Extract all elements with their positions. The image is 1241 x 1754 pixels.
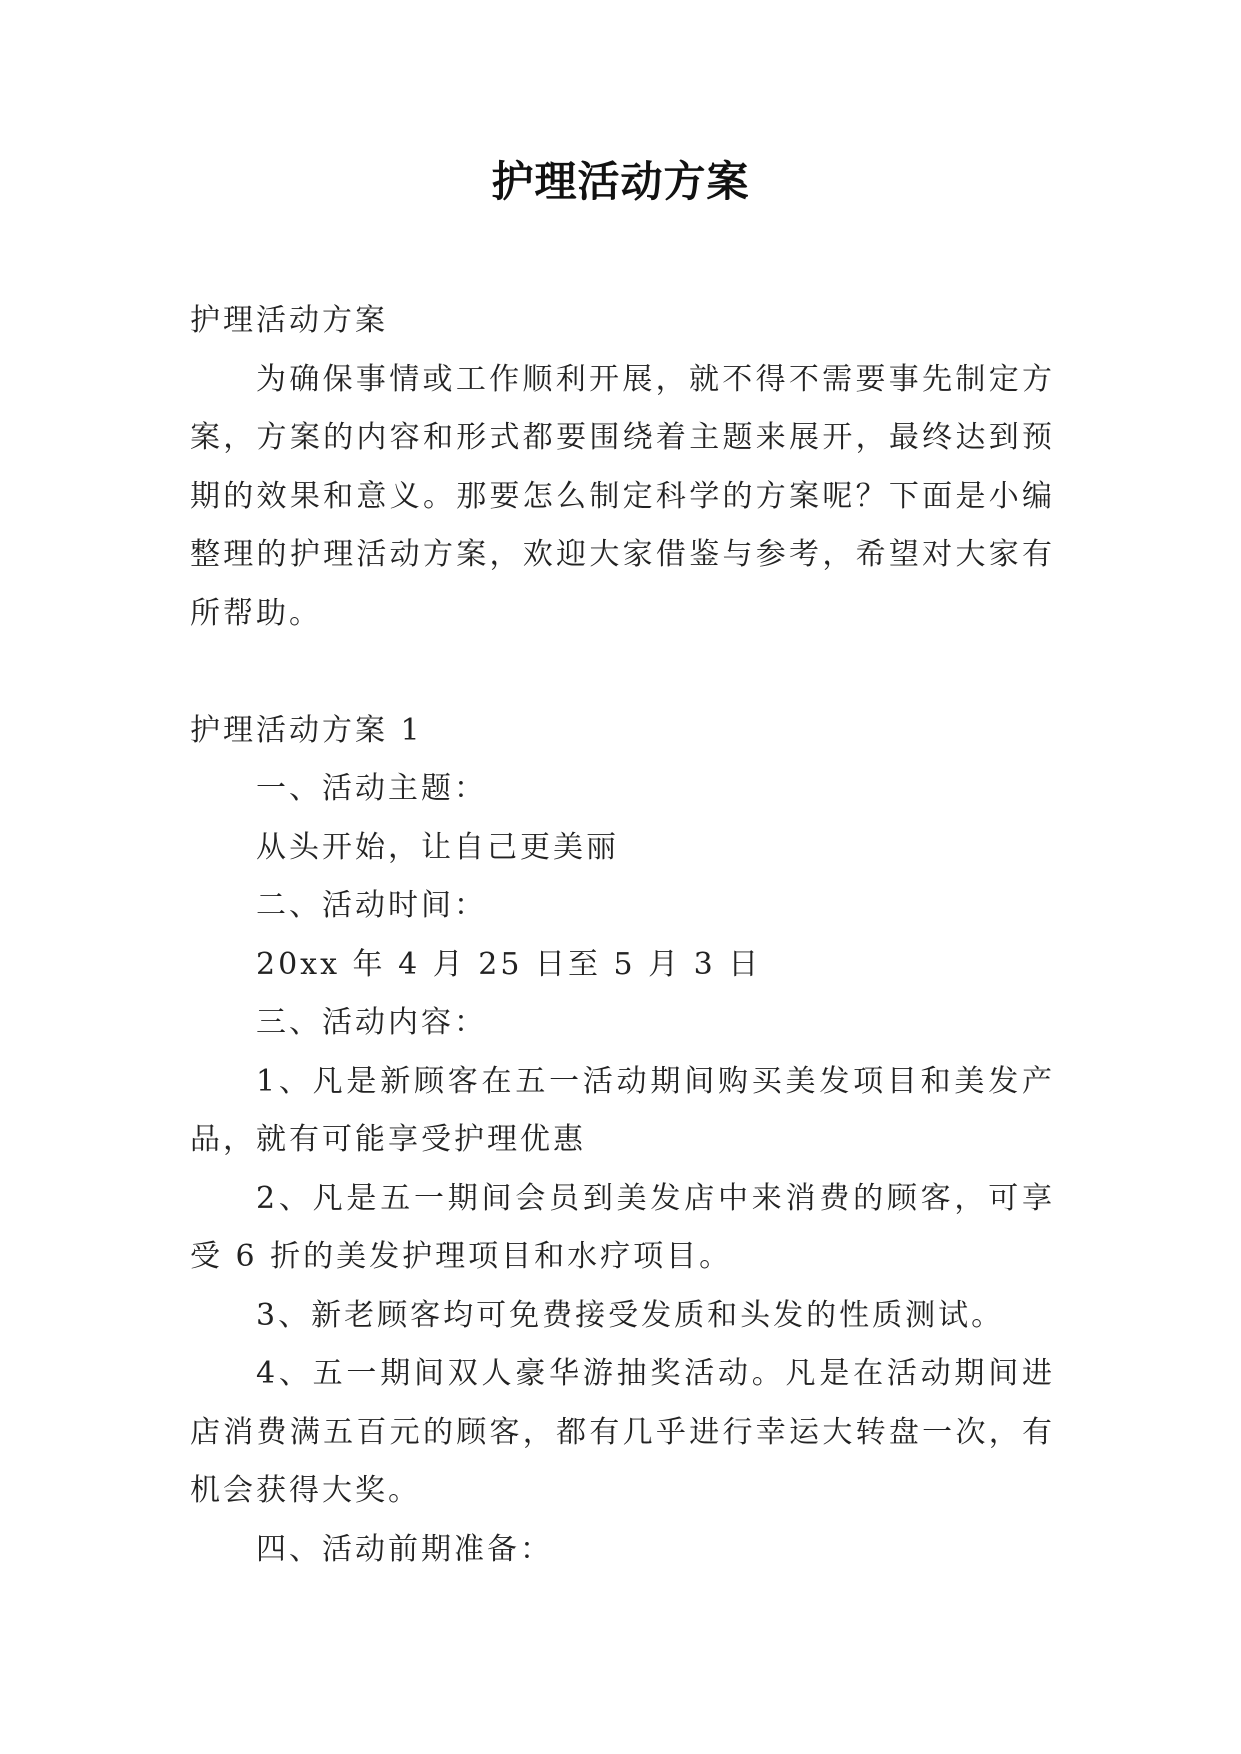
intro-line-5: 所帮助。 <box>190 595 322 631</box>
intro-line-4: 整理的护理活动方案，欢迎大家借鉴与参考，希望对大家有 <box>190 537 1054 572</box>
subtitle: 护理活动方案 <box>190 303 388 338</box>
document-body <box>190 292 1054 1579</box>
document-title: 护理活动方案 <box>491 157 750 206</box>
theme-value: 从头开始，让自己更美丽 <box>256 829 619 865</box>
intro-line-1: 为确保事情或工作顺利开展，就不得不需要事先制定方 <box>256 361 1054 397</box>
section-heading: 护理活动方案 1 <box>190 712 423 748</box>
prep-label: 四、活动前期准备： <box>256 1531 553 1567</box>
content-item-2-line-2: 受 6 折的美发护理项目和水疗项目。 <box>190 1239 733 1274</box>
time-label: 二、活动时间： <box>256 888 487 923</box>
paragraph-spacer <box>190 643 1054 702</box>
content-item-2-line-1: 2、凡是五一期间会员到美发店中来消费的顾客，可享 <box>256 1180 1054 1216</box>
theme-label: 一、活动主题： <box>256 771 487 806</box>
content-label: 三、活动内容： <box>256 1005 487 1040</box>
intro-line-2: 案，方案的内容和形式都要围绕着主题来展开，最终达到预 <box>190 420 1054 455</box>
content-item-1-line-1: 1、凡是新顾客在五一活动期间购买美发项目和美发产 <box>256 1063 1054 1099</box>
content-item-4-line-1: 4、五一期间双人豪华游抽奖活动。凡是在活动期间进 <box>256 1356 1054 1391</box>
intro-line-3: 期的效果和意义。那要怎么制定科学的方案呢？下面是小编 <box>190 478 1054 514</box>
time-value: 20xx 年 4 月 25 日至 5 月 3 日 <box>256 946 762 982</box>
content-item-3-line-1: 3、新老顾客均可免费接受发质和头发的性质测试。 <box>256 1297 1005 1333</box>
content-item-1-line-2: 品，就有可能享受护理优惠 <box>190 1122 586 1157</box>
content-item-4-line-2: 店消费满五百元的顾客，都有几乎进行幸运大转盘一次，有 <box>190 1414 1054 1450</box>
content-item-4-line-3: 机会获得大奖。 <box>190 1473 421 1508</box>
